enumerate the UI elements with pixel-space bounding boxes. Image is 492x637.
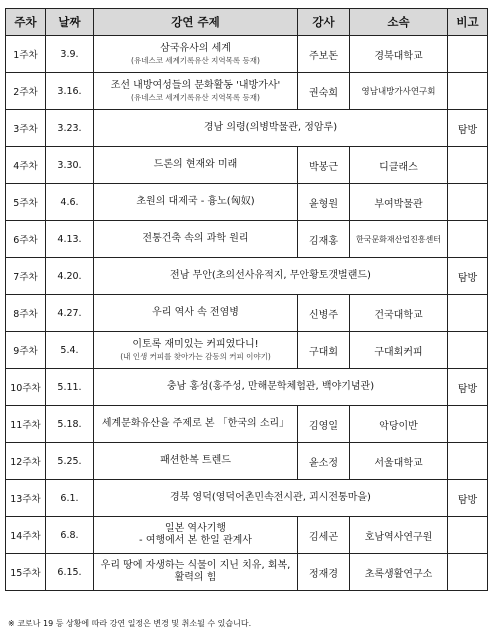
topic-cell: 패션한복 트렌드	[94, 443, 298, 480]
table-row	[6, 517, 488, 554]
speaker-cell: 구대회	[298, 332, 350, 369]
week-cell: 1주차	[6, 36, 46, 73]
week-cell: 6주차	[6, 221, 46, 258]
affiliation-cell: 초록생활연구소	[350, 554, 448, 591]
week-cell: 7주차	[6, 258, 46, 295]
table-row	[6, 184, 488, 221]
week-cell: 10주차	[6, 369, 46, 406]
note-cell	[448, 147, 488, 184]
week-cell: 11주차	[6, 406, 46, 443]
speaker-cell: 김세곤	[298, 517, 350, 554]
note-cell	[448, 443, 488, 480]
table-row	[6, 554, 488, 591]
affiliation-cell: 디클래스	[350, 147, 448, 184]
date-cell: 3.23.	[46, 110, 94, 147]
affiliation-cell: 서울대학교	[350, 443, 448, 480]
speaker-cell: 주보돈	[298, 36, 350, 73]
note-cell	[448, 406, 488, 443]
topic-cell: 드론의 현재와 미래	[94, 147, 298, 184]
speaker-cell: 신병주	[298, 295, 350, 332]
week-cell: 3주차	[6, 110, 46, 147]
header-topic: 강연 주제	[94, 9, 298, 36]
affiliation-cell: 영남내방가사연구회	[350, 73, 448, 110]
topic-cell: 전통건축 속의 과학 원리	[94, 221, 298, 258]
date-cell: 5.4.	[46, 332, 94, 369]
note-cell: 탐방	[448, 369, 488, 406]
date-cell: 5.18.	[46, 406, 94, 443]
week-cell: 15주차	[6, 554, 46, 591]
affiliation-cell: 한국문화재산업진흥센터	[350, 221, 448, 258]
tour-topic-cell: 경북 영덕(영덕어촌민속전시관, 괴시전통마을)	[94, 480, 448, 517]
speaker-cell: 권숙희	[298, 73, 350, 110]
week-cell: 14주차	[6, 517, 46, 554]
table-row	[6, 36, 488, 73]
topic-cell	[94, 73, 298, 110]
note-cell	[448, 221, 488, 258]
affiliation-cell: 구대회커피	[350, 332, 448, 369]
tour-topic-cell: 충남 홍성(홍주성, 만해문학체험관, 백야기념관)	[94, 369, 448, 406]
topic-subtitle: (유네스코 세계기록유산 지역목록 등재)	[131, 93, 260, 103]
topic-subtitle: (유네스코 세계기록유산 지역목록 등재)	[131, 56, 260, 66]
affiliation-cell: 건국대학교	[350, 295, 448, 332]
table-header-row	[6, 9, 488, 36]
table-row	[6, 406, 488, 443]
topic-cell	[94, 36, 298, 73]
speaker-cell: 박봉근	[298, 147, 350, 184]
lecture-schedule-table	[5, 8, 488, 591]
speaker-cell: 김재홍	[298, 221, 350, 258]
table-row	[6, 480, 488, 517]
affiliation-cell: 부여박물관	[350, 184, 448, 221]
affiliation-cell: 호남역사연구원	[350, 517, 448, 554]
date-cell: 4.6.	[46, 184, 94, 221]
date-cell: 3.30.	[46, 147, 94, 184]
table-row	[6, 295, 488, 332]
speaker-cell: 김영일	[298, 406, 350, 443]
topic-cell: 우리 땅에 자생하는 식물이 지닌 치유, 회복, 활력의 힘	[94, 554, 298, 591]
table-row	[6, 258, 488, 295]
topic-cell	[94, 517, 298, 554]
table-row	[6, 110, 488, 147]
note-cell	[448, 554, 488, 591]
topic-title: 조선 내방여성들의 문화활동 '내방가사'	[110, 79, 281, 91]
note-cell	[448, 332, 488, 369]
table-row	[6, 147, 488, 184]
table-row	[6, 73, 488, 110]
header-week: 주차	[6, 9, 46, 36]
schedule-sheet	[5, 8, 487, 591]
header-date: 날짜	[46, 9, 94, 36]
date-cell: 3.16.	[46, 73, 94, 110]
note-cell: 탐방	[448, 258, 488, 295]
topic-cell: 세계문화유산을 주제로 본 「한국의 소리」	[94, 406, 298, 443]
week-cell: 2주차	[6, 73, 46, 110]
footnote: ※ 코로나 19 등 상황에 따라 강연 일정은 변경 및 취소될 수 있습니다.	[8, 619, 252, 628]
header-speaker: 강사	[298, 9, 350, 36]
date-cell: 5.25.	[46, 443, 94, 480]
header-affiliation: 소속	[350, 9, 448, 36]
date-cell: 3.9.	[46, 36, 94, 73]
topic-subtitle: (내 인생 커피를 찾아가는 감동의 커피 이야기)	[120, 352, 271, 362]
speaker-cell: 윤형원	[298, 184, 350, 221]
table-row	[6, 443, 488, 480]
note-cell	[448, 184, 488, 221]
table-row	[6, 221, 488, 258]
note-cell	[448, 517, 488, 554]
topic-cell: 우리 역사 속 전염병	[94, 295, 298, 332]
week-cell: 4주차	[6, 147, 46, 184]
table-row	[6, 369, 488, 406]
affiliation-cell: 경북대학교	[350, 36, 448, 73]
topic-title: 이토록 재미있는 커피였다니!	[132, 338, 259, 350]
date-cell: 4.20.	[46, 258, 94, 295]
date-cell: 4.27.	[46, 295, 94, 332]
topic-title: 삼국유사의 세계	[160, 42, 231, 54]
date-cell: 5.11.	[46, 369, 94, 406]
affiliation-cell: 악당이반	[350, 406, 448, 443]
date-cell: 6.8.	[46, 517, 94, 554]
speaker-cell: 정재경	[298, 554, 350, 591]
topic-title: 일본 역사기행	[164, 522, 227, 534]
table-row	[6, 332, 488, 369]
date-cell: 4.13.	[46, 221, 94, 258]
week-cell: 9주차	[6, 332, 46, 369]
tour-topic-cell: 경남 의령(의병박물관, 정암루)	[94, 110, 448, 147]
topic-subtitle: - 여행에서 본 한일 관계사	[139, 535, 252, 546]
week-cell: 13주차	[6, 480, 46, 517]
note-cell: 탐방	[448, 480, 488, 517]
note-cell	[448, 295, 488, 332]
topic-cell	[94, 332, 298, 369]
speaker-cell: 윤소정	[298, 443, 350, 480]
topic-cell: 초원의 대제국 - 흉노(匈奴)	[94, 184, 298, 221]
note-cell: 탐방	[448, 110, 488, 147]
week-cell: 12주차	[6, 443, 46, 480]
note-cell	[448, 73, 488, 110]
header-note: 비고	[448, 9, 488, 36]
week-cell: 8주차	[6, 295, 46, 332]
date-cell: 6.15.	[46, 554, 94, 591]
week-cell: 5주차	[6, 184, 46, 221]
tour-topic-cell: 전남 무안(초의선사유적지, 무안황토갯벌랜드)	[94, 258, 448, 295]
date-cell: 6.1.	[46, 480, 94, 517]
note-cell	[448, 36, 488, 73]
